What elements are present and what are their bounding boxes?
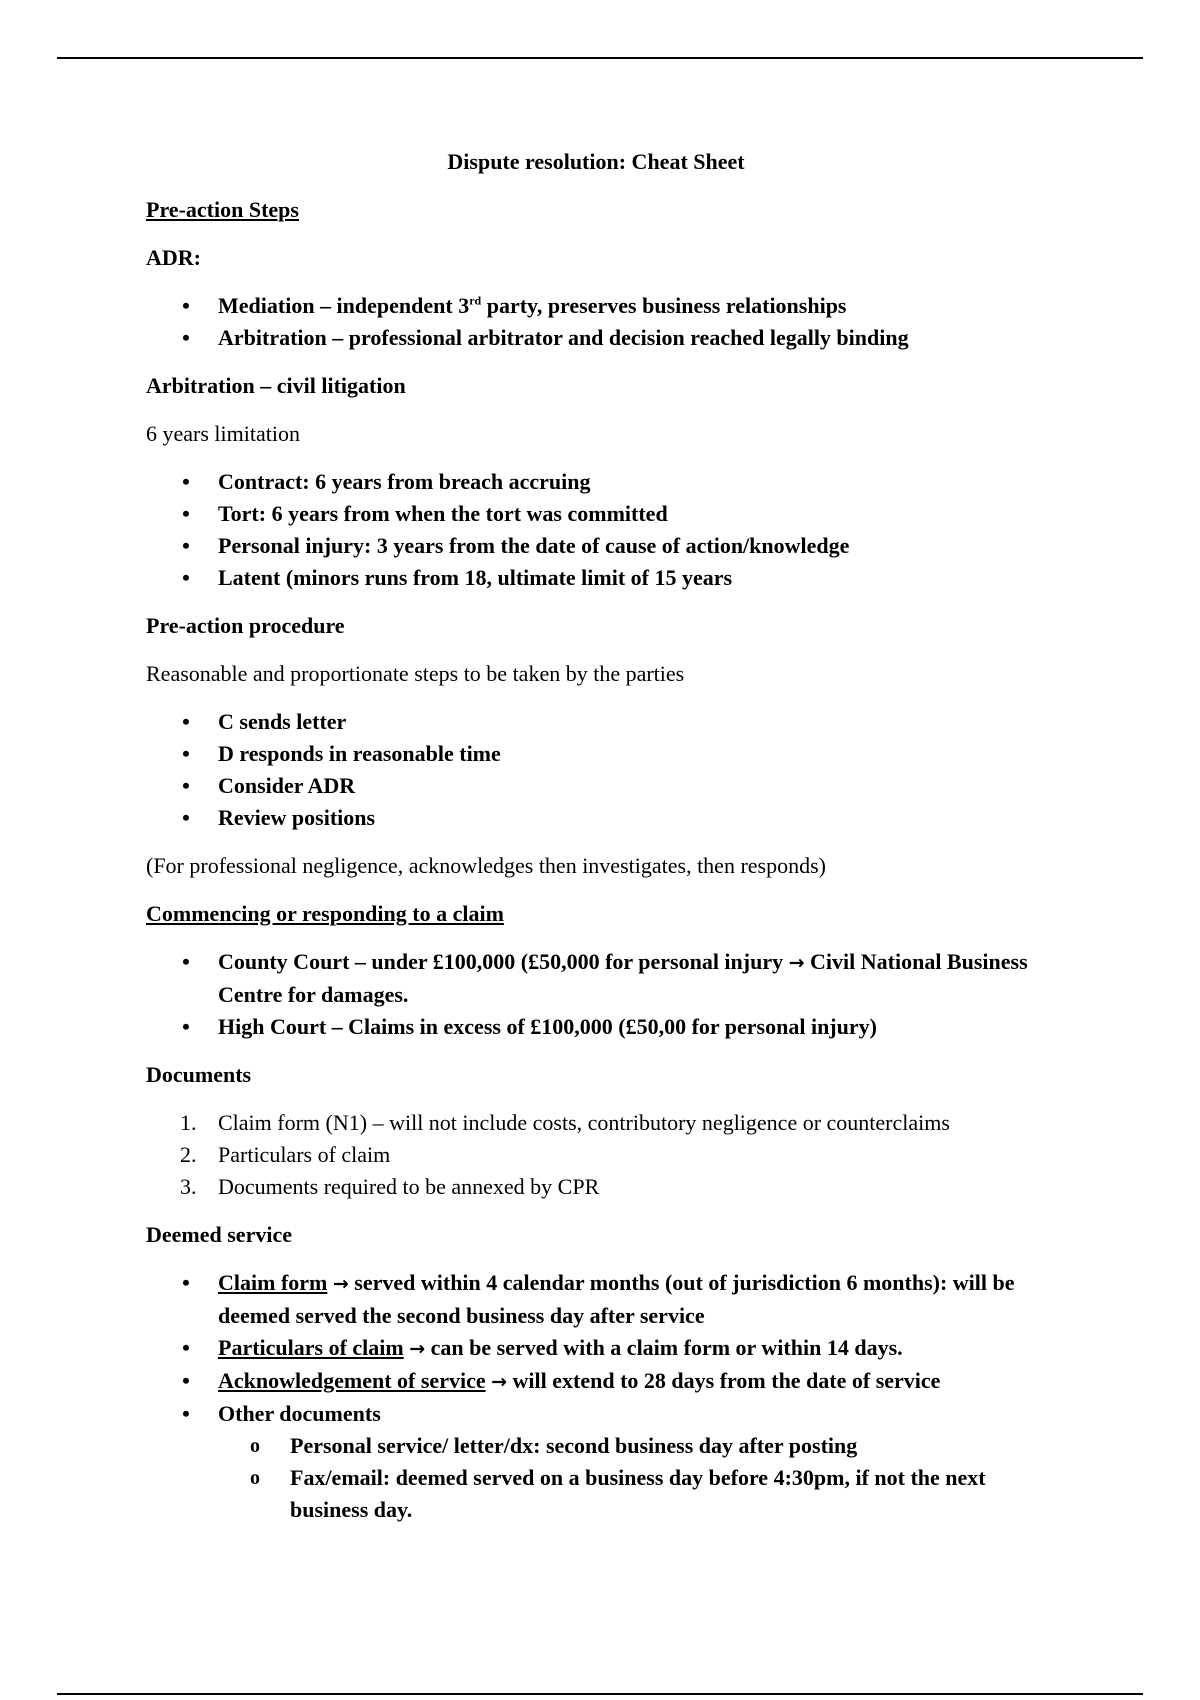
list-item: • County Court – under £100,000 (£50,000 for personal injury → Civil National Business Centre for damages.	[146, 946, 1046, 1011]
other-documents-sublist	[218, 1430, 1046, 1526]
list-item: • Tort: 6 years from when the tort was committed	[146, 498, 1046, 530]
arrow-right-icon: →	[788, 952, 805, 974]
list-item: • Latent (minors runs from 18, ultimate limit of 15 years	[146, 562, 1046, 594]
list-item: • High Court – Claims in excess of £100,000 (£50,00 for personal injury)	[146, 1011, 1046, 1043]
list-item: 1. Claim form (N1) – will not include costs, contributory negligence or counterclaims	[146, 1107, 1046, 1139]
document-body	[146, 146, 1046, 1542]
list-item: • D responds in reasonable time	[146, 738, 1046, 770]
footer-rule	[57, 1693, 1143, 1695]
limitation-list	[146, 466, 1046, 594]
bullet-icon: •	[182, 1335, 190, 1360]
procedure-list	[146, 706, 1046, 834]
bullet-icon: •	[182, 805, 190, 830]
bullet-icon: •	[182, 565, 190, 590]
list-item: • Claim form → served within 4 calendar months (out of jurisdiction 6 months): will be deemed served the second business day after service	[146, 1267, 1046, 1332]
bullet-icon: •	[182, 709, 190, 734]
list-item: • C sends letter	[146, 706, 1046, 738]
bullet-icon: •	[182, 1270, 190, 1295]
list-item: 3. Documents required to be annexed by CPR	[146, 1171, 1046, 1203]
pre-action-procedure-heading: Pre-action procedure	[146, 613, 345, 638]
list-item: • Particulars of claim → can be served with a claim form or within 14 days.	[146, 1332, 1046, 1365]
list-item: • Personal injury: 3 years from the date of cause of action/knowledge	[146, 530, 1046, 562]
list-number: 1.	[180, 1110, 197, 1135]
adr-list	[146, 290, 1046, 354]
list-item: • Contract: 6 years from breach accruing	[146, 466, 1046, 498]
list-item: • Acknowledgement of service → will extend to 28 days from the date of service	[146, 1365, 1046, 1398]
arrow-right-icon: →	[409, 1338, 426, 1360]
section-heading-commencing: Commencing or responding to a claim	[146, 901, 504, 926]
list-item: • Mediation – independent 3rd party, preserves business relationships	[146, 290, 1046, 322]
list-item: • Consider ADR	[146, 770, 1046, 802]
deemed-service-list	[146, 1267, 1046, 1526]
adr-heading: ADR:	[146, 245, 201, 270]
list-item: • Other documents o Personal service/ letter/dx: second business day after posting o Fax/email: deemed served on a business day before 4:30pm, if not the next business day.	[146, 1398, 1046, 1526]
bullet-icon: •	[182, 1368, 190, 1393]
bullet-icon: •	[182, 501, 190, 526]
list-item: • Review positions	[146, 802, 1046, 834]
bullet-icon: •	[182, 949, 190, 974]
header-rule	[57, 57, 1143, 59]
arrow-right-icon: →	[332, 1273, 349, 1295]
page-title: Dispute resolution: Cheat Sheet	[447, 149, 745, 174]
arrow-right-icon: →	[491, 1371, 508, 1393]
list-number: 2.	[180, 1142, 197, 1167]
sub-list-item: o Fax/email: deemed served on a business day before 4:30pm, if not the next business day.	[218, 1462, 1046, 1526]
bullet-icon: •	[182, 325, 190, 350]
list-item: • Arbitration – professional arbitrator and decision reached legally binding	[146, 322, 1046, 354]
limitation-intro: 6 years limitation	[146, 421, 300, 446]
bullet-icon: •	[182, 469, 190, 494]
procedure-note: (For professional negligence, acknowledges then investigates, then responds)	[146, 853, 826, 878]
list-item: 2. Particulars of claim	[146, 1139, 1046, 1171]
deemed-service-heading: Deemed service	[146, 1222, 292, 1247]
procedure-intro: Reasonable and proportionate steps to be taken by the parties	[146, 661, 685, 686]
sub-list-item: o Personal service/ letter/dx: second business day after posting	[218, 1430, 1046, 1462]
list-number: 3.	[180, 1174, 197, 1199]
sub-bullet-icon: o	[250, 1467, 260, 1489]
arbitration-heading: Arbitration – civil litigation	[146, 373, 406, 398]
section-heading-pre-action-steps: Pre-action Steps	[146, 197, 299, 222]
bullet-icon: •	[182, 533, 190, 558]
sub-bullet-icon: o	[250, 1435, 260, 1457]
documents-list	[146, 1107, 1046, 1203]
bullet-icon: •	[182, 1401, 190, 1426]
bullet-icon: •	[182, 1014, 190, 1039]
bullet-icon: •	[182, 293, 190, 318]
documents-heading: Documents	[146, 1062, 252, 1087]
bullet-icon: •	[182, 741, 190, 766]
court-list	[146, 946, 1046, 1043]
bullet-icon: •	[182, 773, 190, 798]
